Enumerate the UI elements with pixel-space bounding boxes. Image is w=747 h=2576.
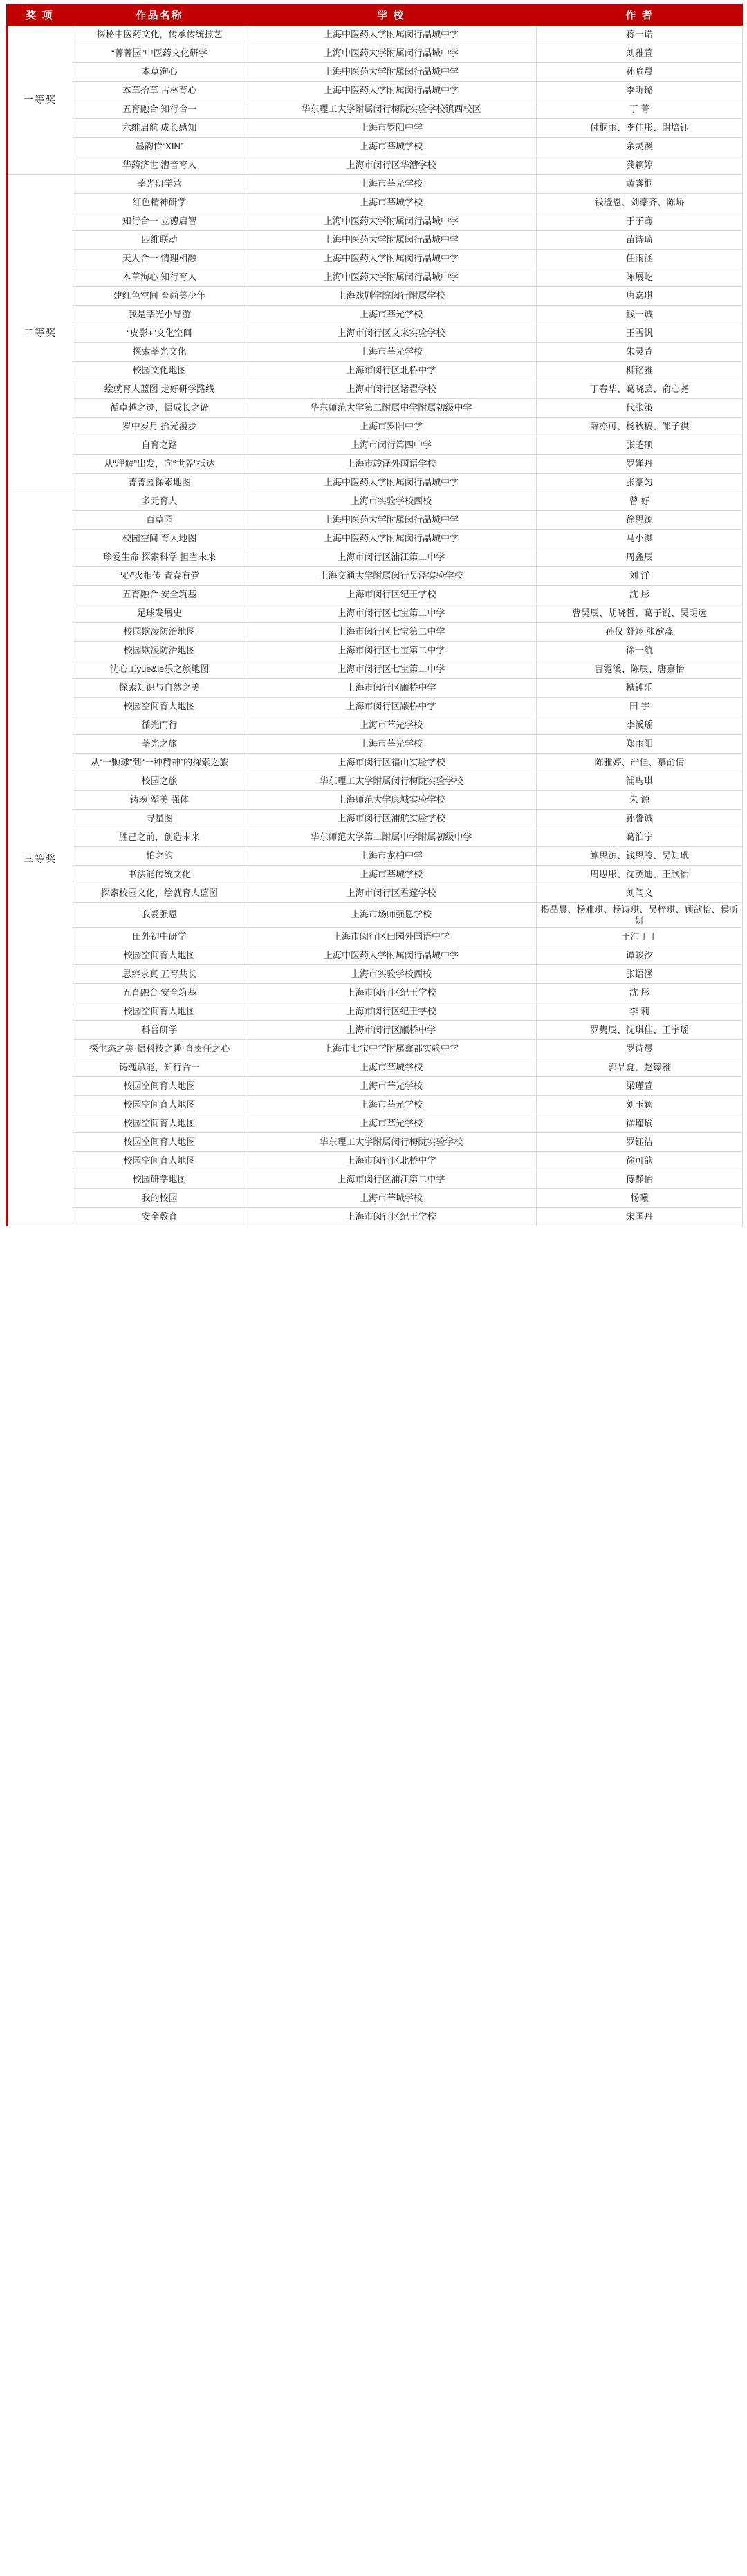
cell-title: 寻星图 [73, 810, 246, 828]
cell-title: 铸魂 塑美 强体 [73, 791, 246, 810]
cell-title: 校园欺凌防治地图 [73, 623, 246, 642]
cell-title: 本草洵心 [73, 63, 246, 82]
cell-school: 华东理工大学附属闵行梅陇实验学校 [246, 772, 537, 791]
cell-author: 马小淇 [537, 530, 743, 548]
cell-school: 上海市莘城学校 [246, 138, 537, 156]
table-row [7, 548, 743, 567]
cell-school: 上海市莘光学校 [246, 1096, 537, 1114]
table-row [7, 903, 743, 928]
cell-author: 曾 好 [537, 492, 743, 511]
cell-school: 华东理工大学附属闵行梅陇实验学校镇西校区 [246, 100, 537, 119]
cell-author: 余灵溪 [537, 138, 743, 156]
table-row [7, 847, 743, 866]
cell-school: 上海市莘光学校 [246, 343, 537, 362]
cell-title: 思辨求真 五育共长 [73, 965, 246, 984]
cell-school: 上海市闵行区颛桥中学 [246, 679, 537, 698]
cell-author: 柳铭雅 [537, 362, 743, 380]
table-row [7, 928, 743, 946]
cell-author: 王沛丁丁 [537, 928, 743, 946]
cell-title: 多元育人 [73, 492, 246, 511]
cell-title: 墨韵传“XIN” [73, 138, 246, 156]
table-row [7, 984, 743, 1002]
cell-title: 校园空间育人地图 [73, 1096, 246, 1114]
table-row [7, 1040, 743, 1058]
cell-school: 上海市闵行区北桥中学 [246, 362, 537, 380]
cell-title: “心”火相传 青春有党 [73, 567, 246, 586]
cell-school: 上海市闵行区浦江第二中学 [246, 548, 537, 567]
cell-title: 书法能传统文化 [73, 866, 246, 884]
cell-author: 朱灵萱 [537, 343, 743, 362]
table-row [7, 212, 743, 231]
table-row [7, 1133, 743, 1152]
cell-author: 徐一航 [537, 642, 743, 660]
cell-author: 孙喻晨 [537, 63, 743, 82]
cell-title: 五育融合 安全筑基 [73, 586, 246, 604]
cell-title: 红色精神研学 [73, 194, 246, 212]
cell-school: 华东师范大学第二附属中学附属初级中学 [246, 828, 537, 847]
cell-author: 谭竣汐 [537, 946, 743, 965]
table-header-row [7, 5, 743, 26]
cell-title: 知行合一 立德启智 [73, 212, 246, 231]
cell-author: 钱一诚 [537, 306, 743, 324]
cell-author: 浦玙琪 [537, 772, 743, 791]
cell-title: 校园空间育人地图 [73, 1133, 246, 1152]
cell-title: 校园空间育人地图 [73, 1152, 246, 1170]
cell-author: 代张策 [537, 399, 743, 418]
cell-author: 付桐雨、李佳彤、尉培钰 [537, 119, 743, 138]
cell-title: 铸魂赋能，知行合一 [73, 1058, 246, 1077]
cell-school: 上海市闵行第四中学 [246, 436, 537, 455]
cell-title: 沈心工yue&le乐之旅地图 [73, 660, 246, 679]
cell-title: 本草洵心 知行育人 [73, 268, 246, 287]
table-row [7, 436, 743, 455]
cell-school: 上海中医药大学附属闵行晶城中学 [246, 212, 537, 231]
cell-school: 上海中医药大学附属闵行晶城中学 [246, 474, 537, 492]
table-row [7, 362, 743, 380]
cell-title: 校园欺凌防治地图 [73, 642, 246, 660]
table-row [7, 492, 743, 511]
cell-school: 上海市莘城学校 [246, 1058, 537, 1077]
cell-school: 上海中医药大学附属闵行晶城中学 [246, 82, 537, 100]
cell-author: 沈 彤 [537, 984, 743, 1002]
cell-school: 华东理工大学附属闵行梅陇实验学校 [246, 1133, 537, 1152]
table-row [7, 623, 743, 642]
cell-author: 曹昊辰、胡晓哲、葛子锐、吴明远 [537, 604, 743, 623]
cell-author: 黄睿桐 [537, 175, 743, 194]
cell-title: 胜己之前，创造未来 [73, 828, 246, 847]
column-header-award: 奖 项 [7, 5, 73, 26]
column-header-school: 学 校 [246, 5, 537, 26]
table-row [7, 810, 743, 828]
cell-title: 循卓越之迹，悟成长之谛 [73, 399, 246, 418]
table-row [7, 1152, 743, 1170]
cell-author: 沈 彤 [537, 586, 743, 604]
cell-title: “皮影+”文化空间 [73, 324, 246, 343]
award-table [6, 4, 743, 1226]
cell-title: 菁菁园探索地图 [73, 474, 246, 492]
table-row [7, 156, 743, 175]
cell-author: 苗诗琦 [537, 231, 743, 250]
table-row [7, 772, 743, 791]
table-row [7, 268, 743, 287]
cell-school: 上海中医药大学附属闵行晶城中学 [246, 44, 537, 63]
table-row [7, 343, 743, 362]
cell-author: 张芝硕 [537, 436, 743, 455]
cell-school: 上海市闵行区七宝第二中学 [246, 642, 537, 660]
table-row [7, 735, 743, 754]
cell-author: 周思彤、沈英迪、王欣怡 [537, 866, 743, 884]
cell-school: 上海交通大学附属闵行吴泾实验学校 [246, 567, 537, 586]
award-group-label: 一等奖 [7, 26, 73, 175]
cell-school: 上海中医药大学附属闵行晶城中学 [246, 231, 537, 250]
table-row [7, 1208, 743, 1226]
table-row [7, 119, 743, 138]
cell-title: 从“一颗球”到“一种精神”的探索之旅 [73, 754, 246, 772]
cell-school: 上海市实验学校西校 [246, 965, 537, 984]
cell-school: 上海中医药大学附属闵行晶城中学 [246, 530, 537, 548]
cell-school: 上海市竣泽外国语学校 [246, 455, 537, 474]
cell-title: 科普研学 [73, 1021, 246, 1040]
cell-school: 上海市龙柏中学 [246, 847, 537, 866]
cell-author: 揭晶晨、杨雅琪、杨诗琪、吴梓琪、顾歆怡、侯昕妍 [537, 903, 743, 928]
cell-author: 任雨涵 [537, 250, 743, 268]
cell-school: 上海市闵行区浦航实验学校 [246, 810, 537, 828]
cell-school: 上海师范大学康城实验学校 [246, 791, 537, 810]
cell-author: 李 莉 [537, 1002, 743, 1021]
cell-school: 上海市闵行区福山实验学校 [246, 754, 537, 772]
cell-title: 罗中岁月 拾光漫步 [73, 418, 246, 436]
table-body [7, 26, 743, 1226]
cell-author: 丁春华、葛晓芸、俞心尧 [537, 380, 743, 399]
cell-author: 罗诗晨 [537, 1040, 743, 1058]
cell-school: 上海中医药大学附属闵行晶城中学 [246, 26, 537, 44]
cell-title: 校园空间 育人地图 [73, 530, 246, 548]
cell-school: 上海市闵行区浦江第二中学 [246, 1170, 537, 1189]
table-row [7, 511, 743, 530]
cell-author: 刘雅萱 [537, 44, 743, 63]
cell-title: 田外初中研学 [73, 928, 246, 946]
table-row [7, 287, 743, 306]
cell-school: 上海市闵行区纪王学校 [246, 1208, 537, 1226]
cell-title: 探索校园文化，绘就育人蓝图 [73, 884, 246, 903]
cell-title: 天人合一 情理相融 [73, 250, 246, 268]
cell-author: 李溪瑶 [537, 716, 743, 735]
table-row [7, 231, 743, 250]
cell-title: 建红色空间 育尚美少年 [73, 287, 246, 306]
cell-author: 徐瑾瑜 [537, 1114, 743, 1133]
table-row [7, 1058, 743, 1077]
cell-author: 丁 菁 [537, 100, 743, 119]
award-group-label: 二等奖 [7, 175, 73, 492]
cell-title: 校园文化地图 [73, 362, 246, 380]
cell-school: 上海市场师强恩学校 [246, 903, 537, 928]
cell-author: 罗婵丹 [537, 455, 743, 474]
cell-author: 梁瑾萱 [537, 1077, 743, 1096]
table-row [7, 604, 743, 623]
cell-title: 六维启航 成长感知 [73, 119, 246, 138]
table-row [7, 1021, 743, 1040]
cell-school: 上海市闵行区田园外国语中学 [246, 928, 537, 946]
table-row [7, 1002, 743, 1021]
cell-school: 上海市闵行区文来实验学校 [246, 324, 537, 343]
cell-title: 四维联动 [73, 231, 246, 250]
table-row [7, 175, 743, 194]
cell-school: 上海市闵行区纪王学校 [246, 984, 537, 1002]
table-row [7, 418, 743, 436]
cell-author: 刘玉颖 [537, 1096, 743, 1114]
cell-author: 田 宇 [537, 698, 743, 716]
cell-school: 上海市闵行区北桥中学 [246, 1152, 537, 1170]
table-row [7, 455, 743, 474]
table-row [7, 679, 743, 698]
cell-school: 上海市七宝中学附属鑫都实验中学 [246, 1040, 537, 1058]
cell-school: 上海市闵行区七宝第二中学 [246, 623, 537, 642]
cell-author: 葛泊宁 [537, 828, 743, 847]
table-header [7, 5, 743, 26]
table-row [7, 306, 743, 324]
table-row [7, 474, 743, 492]
cell-school: 上海中医药大学附属闵行晶城中学 [246, 250, 537, 268]
cell-title: “菁菁园”中医药文化研学 [73, 44, 246, 63]
cell-school: 上海市闵行区颛桥中学 [246, 698, 537, 716]
cell-school: 上海市实验学校西校 [246, 492, 537, 511]
column-header-author: 作 者 [537, 5, 743, 26]
table-row [7, 791, 743, 810]
cell-school: 上海市闵行区七宝第二中学 [246, 604, 537, 623]
table-row [7, 1114, 743, 1133]
table-row [7, 324, 743, 343]
cell-title: 珍爱生命 探索科学 担当未来 [73, 548, 246, 567]
cell-author: 孙誉诚 [537, 810, 743, 828]
table-row [7, 946, 743, 965]
cell-author: 刘闫文 [537, 884, 743, 903]
cell-school: 上海市莘光学校 [246, 1114, 537, 1133]
cell-author: 徐可歆 [537, 1152, 743, 1170]
table-row [7, 965, 743, 984]
cell-title: 校园空间育人地图 [73, 1077, 246, 1096]
table-row [7, 660, 743, 679]
cell-title: 我爱强恩 [73, 903, 246, 928]
cell-title: 校园研学地图 [73, 1170, 246, 1189]
table-row [7, 567, 743, 586]
table-row [7, 44, 743, 63]
cell-school: 上海市闵行区君莲学校 [246, 884, 537, 903]
table-row [7, 82, 743, 100]
cell-author: 孙仪 舒翊 张歆淼 [537, 623, 743, 642]
cell-author: 宋国丹 [537, 1208, 743, 1226]
cell-author: 龚颖婷 [537, 156, 743, 175]
table-row [7, 866, 743, 884]
cell-school: 上海市罗阳中学 [246, 418, 537, 436]
cell-title: 五育融合 安全筑基 [73, 984, 246, 1002]
cell-author: 唐嘉琪 [537, 287, 743, 306]
table-row [7, 642, 743, 660]
cell-school: 华东师范大学第二附属中学附属初级中学 [246, 399, 537, 418]
cell-title: 探秘中医药文化，传承传统技艺 [73, 26, 246, 44]
table-row [7, 698, 743, 716]
table-row [7, 250, 743, 268]
table-row [7, 1077, 743, 1096]
cell-title: 校园空间育人地图 [73, 1002, 246, 1021]
cell-author: 徐思源 [537, 511, 743, 530]
cell-author: 曹霓溪、陈辰、唐嘉怡 [537, 660, 743, 679]
cell-title: 我的校园 [73, 1189, 246, 1208]
cell-author: 傅静怡 [537, 1170, 743, 1189]
cell-author: 钱澄恩、刘豪齐、陈峤 [537, 194, 743, 212]
award-group-label: 三等奖 [7, 492, 73, 1226]
cell-author: 朱 源 [537, 791, 743, 810]
table-row [7, 828, 743, 847]
cell-author: 罗隽辰、沈琪佳、王宇瑶 [537, 1021, 743, 1040]
cell-title: 校园空间育人地图 [73, 698, 246, 716]
cell-author: 王雪帆 [537, 324, 743, 343]
cell-author: 杨曦 [537, 1189, 743, 1208]
cell-school: 上海市莘城学校 [246, 194, 537, 212]
cell-title: 绘就育人蓝图 走好研学路线 [73, 380, 246, 399]
table-row [7, 63, 743, 82]
cell-title: 莘光之旅 [73, 735, 246, 754]
cell-school: 上海戏剧学院闵行附属学校 [246, 287, 537, 306]
cell-school: 上海市闵行区华漕学校 [246, 156, 537, 175]
table-row [7, 380, 743, 399]
cell-author: 薛亦可、杨秋稿、邹子祺 [537, 418, 743, 436]
cell-title: 校园之旅 [73, 772, 246, 791]
cell-title: 从“理解”出发，向“世界”抵达 [73, 455, 246, 474]
table-row [7, 586, 743, 604]
cell-author: 糟钟乐 [537, 679, 743, 698]
cell-title: 探索知识与自然之美 [73, 679, 246, 698]
cell-title: 本草拾草 古林育心 [73, 82, 246, 100]
cell-title: 自育之路 [73, 436, 246, 455]
cell-author: 鲍思源、钱思骏、吴知玳 [537, 847, 743, 866]
cell-school: 上海市闵行区纪王学校 [246, 586, 537, 604]
cell-title: 足球发展史 [73, 604, 246, 623]
cell-author: 蒋一诺 [537, 26, 743, 44]
cell-school: 上海市莘城学校 [246, 1189, 537, 1208]
table-row [7, 26, 743, 44]
cell-school: 上海市闵行区七宝第二中学 [246, 660, 537, 679]
table-row [7, 1189, 743, 1208]
cell-title: 探索莘光文化 [73, 343, 246, 362]
cell-school: 上海市莘光学校 [246, 175, 537, 194]
cell-school: 上海中医药大学附属闵行晶城中学 [246, 268, 537, 287]
cell-title: 我是莘光小导游 [73, 306, 246, 324]
cell-author: 于子骞 [537, 212, 743, 231]
cell-title: 莘光研学营 [73, 175, 246, 194]
cell-school: 上海市莘光学校 [246, 1077, 537, 1096]
cell-school: 上海市莘光学校 [246, 735, 537, 754]
cell-school: 上海中医药大学附属闵行晶城中学 [246, 511, 537, 530]
column-header-title: 作品名称 [73, 5, 246, 26]
cell-author: 罗钰洁 [537, 1133, 743, 1152]
cell-author: 陈展屹 [537, 268, 743, 287]
cell-title: 华药济世 漕音育人 [73, 156, 246, 175]
table-row [7, 884, 743, 903]
cell-title: 探生态之美·悟科技之趣·育贵任之心 [73, 1040, 246, 1058]
cell-title: 五育融合 知行合一 [73, 100, 246, 119]
cell-school: 上海中医药大学附属闵行晶城中学 [246, 63, 537, 82]
cell-school: 上海市闵行区纪王学校 [246, 1002, 537, 1021]
cell-author: 张豪匀 [537, 474, 743, 492]
cell-school: 上海市莘光学校 [246, 716, 537, 735]
table-row [7, 1170, 743, 1189]
cell-school: 上海中医药大学附属闵行晶城中学 [246, 946, 537, 965]
table-row [7, 754, 743, 772]
cell-school: 上海市莘光学校 [246, 306, 537, 324]
cell-title: 百草园 [73, 511, 246, 530]
cell-school: 上海市莘城学校 [246, 866, 537, 884]
cell-title: 校园空间育人地图 [73, 946, 246, 965]
table-row [7, 530, 743, 548]
cell-author: 张语涵 [537, 965, 743, 984]
table-row [7, 1096, 743, 1114]
table-row [7, 399, 743, 418]
cell-author: 陈雅婷、严佳、慕俞倩 [537, 754, 743, 772]
cell-author: 郑雨阳 [537, 735, 743, 754]
cell-author: 郭品夏、赵臻雅 [537, 1058, 743, 1077]
cell-title: 循光而行 [73, 716, 246, 735]
cell-title: 柏之韵 [73, 847, 246, 866]
cell-author: 周鑫辰 [537, 548, 743, 567]
cell-school: 上海市闵行区诸翟学校 [246, 380, 537, 399]
cell-school: 上海市闵行区颛桥中学 [246, 1021, 537, 1040]
table-row [7, 138, 743, 156]
cell-author: 刘 洋 [537, 567, 743, 586]
cell-title: 安全教育 [73, 1208, 246, 1226]
table-row [7, 194, 743, 212]
table-row [7, 100, 743, 119]
cell-title: 校园空间育人地图 [73, 1114, 246, 1133]
cell-author: 李昕璐 [537, 82, 743, 100]
table-row [7, 716, 743, 735]
cell-school: 上海市罗阳中学 [246, 119, 537, 138]
